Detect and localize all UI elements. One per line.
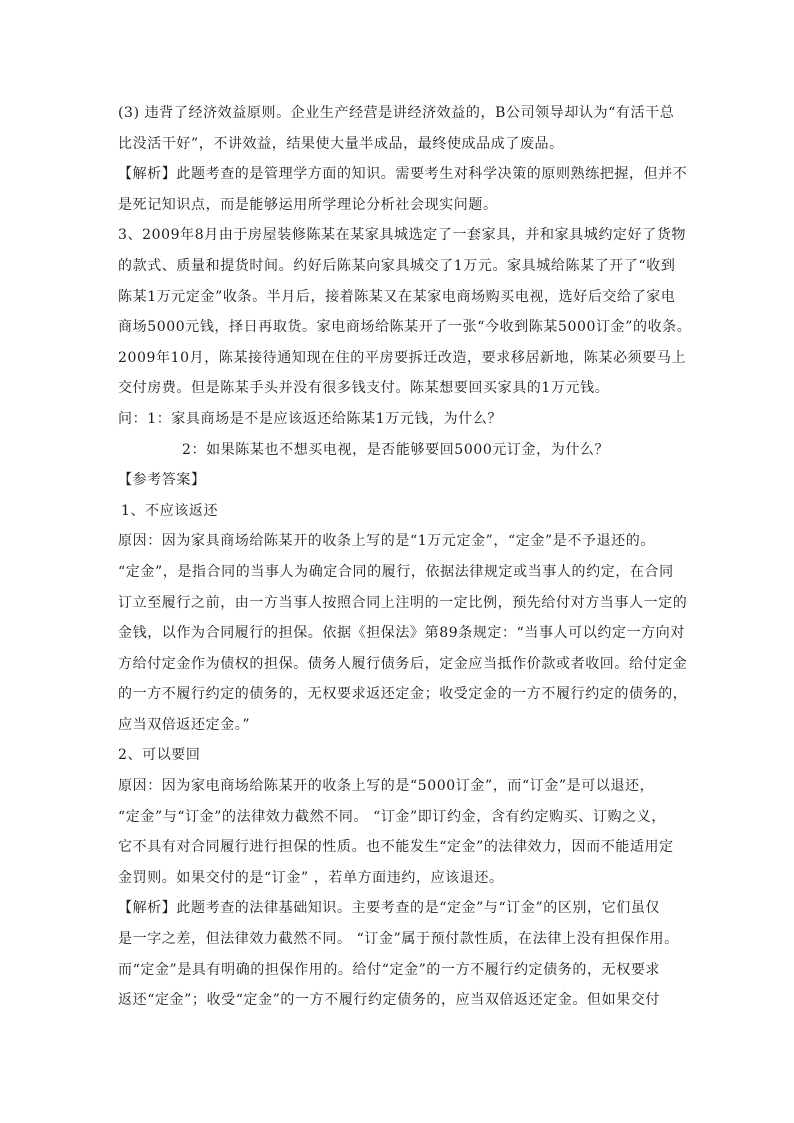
answer-line: 金钱，以作为合同履行的担保。依据《担保法》第89条规定：“当事人可以约定一方向对 — [118, 625, 685, 642]
answer-line: 的一方不履行约定的债务的，无权要求返还定金；收受定金的一方不履行约定的债务的， — [118, 686, 688, 703]
answer-line: 原因：因为家具商场给陈某开的收条上写的是“1万元定金”，“定金”是不予退还的。 — [118, 533, 655, 550]
paragraph-line: 比没活干好”，不讲效益，结果使大量半成品，最终使成品成了废品。 — [118, 135, 564, 152]
question-line: 的款式、质量和提货时间。约好后陈某向家具城交了1万元。家具城给陈某了开了“收到 — [118, 257, 676, 274]
answer-heading: 【参考答案】 — [118, 472, 206, 489]
analysis-line: 是一字之差，但法律效力截然不同。 “订金”属于预付款性质，在法律上没有担保作用。 — [118, 931, 679, 948]
question-line: 陈某1万元定金”收条。半月后，接着陈某又在某家电商场购买电视，选好后交给了家电 — [118, 288, 676, 305]
answer-line: “定金”，是指合同的当事人为确定合同的履行，依据法律规定或当事人的约定，在合同 — [118, 563, 674, 580]
answer-line: 应当双倍返还定金。” — [118, 716, 251, 733]
document-body — [118, 98, 692, 1016]
answer-line: 方给付定金作为债权的担保。债务人履行债务后，定金应当抵作价款或者收回。给付定金 — [118, 655, 688, 672]
answer-line: 原因：因为家电商场给陈某开的收条上写的是“5000订金”，而“订金”是可以退还， — [118, 778, 655, 795]
answer-item-1-heading: 1、不应该返还 — [121, 502, 219, 519]
answer-item-2-heading: 2、可以要回 — [118, 747, 201, 764]
answer-line: “定金”与“订金”的法律效力截然不同。 “订金”即订约金，含有约定购买、订购之义， — [118, 808, 666, 825]
analysis-line: 【解析】此题考查的法律基础知识。主要考查的是“定金”与“订金”的区别，它们虽仅 — [118, 900, 661, 917]
analysis-line: 返还“定金”；收受“定金”的一方不履行约定债务的，应当双倍返还定金。但如果交付 — [118, 992, 661, 1009]
question-line: 商场5000元钱，择日再取货。家电商场给陈某开了一张“今收到陈某5000订金”的收条。 — [118, 319, 692, 336]
answer-line: 金罚则。如果交付的是“订金” ，若单方面违约，应该退还。 — [118, 869, 504, 886]
analysis-line: 【解析】此题考查的是管理学方面的知识。需要考生对科学决策的原则熟练把握，但并不 — [118, 166, 688, 183]
question-line: 3、2009年8月由于房屋装修陈某在某家具城选定了一套家具，并和家具城约定好了货物 — [118, 227, 687, 244]
analysis-line: 是死记知识点，而是能够运用所学理论分析社会现实问题。 — [118, 196, 498, 213]
question-line: 交付房费。但是陈某手头并没有很多钱支付。陈某想要回买家具的1万元钱。 — [118, 380, 610, 397]
question-line: 2009年10月，陈某接待通知现在住的平房要拆迁改造，要求移居新地，陈某必须要马上 — [118, 349, 687, 366]
question-item-2: 2：如果陈某也不想买电视，是否能够要回5000元订金，为什么？ — [182, 441, 610, 458]
answer-line: 它不具有对合同履行进行担保的性质。也不能发生“定金”的法律效力，因而不能适用定 — [118, 839, 674, 856]
analysis-line: 而“定金”是具有明确的担保作用的。给付“定金”的一方不履行约定债务的，无权要求 — [118, 961, 661, 978]
paragraph-line: (3) 违背了经济效益原则。企业生产经营是讲经济效益的，B公司领导却认为“有活干总 — [118, 105, 675, 121]
question-item-1: 问：1：家具商场是不是应该返还给陈某1万元钱，为什么？ — [118, 410, 503, 427]
answer-line: 订立至履行之前，由一方当事人按照合同上注明的一定比例，预先给付对方当事人一定的 — [118, 594, 688, 611]
